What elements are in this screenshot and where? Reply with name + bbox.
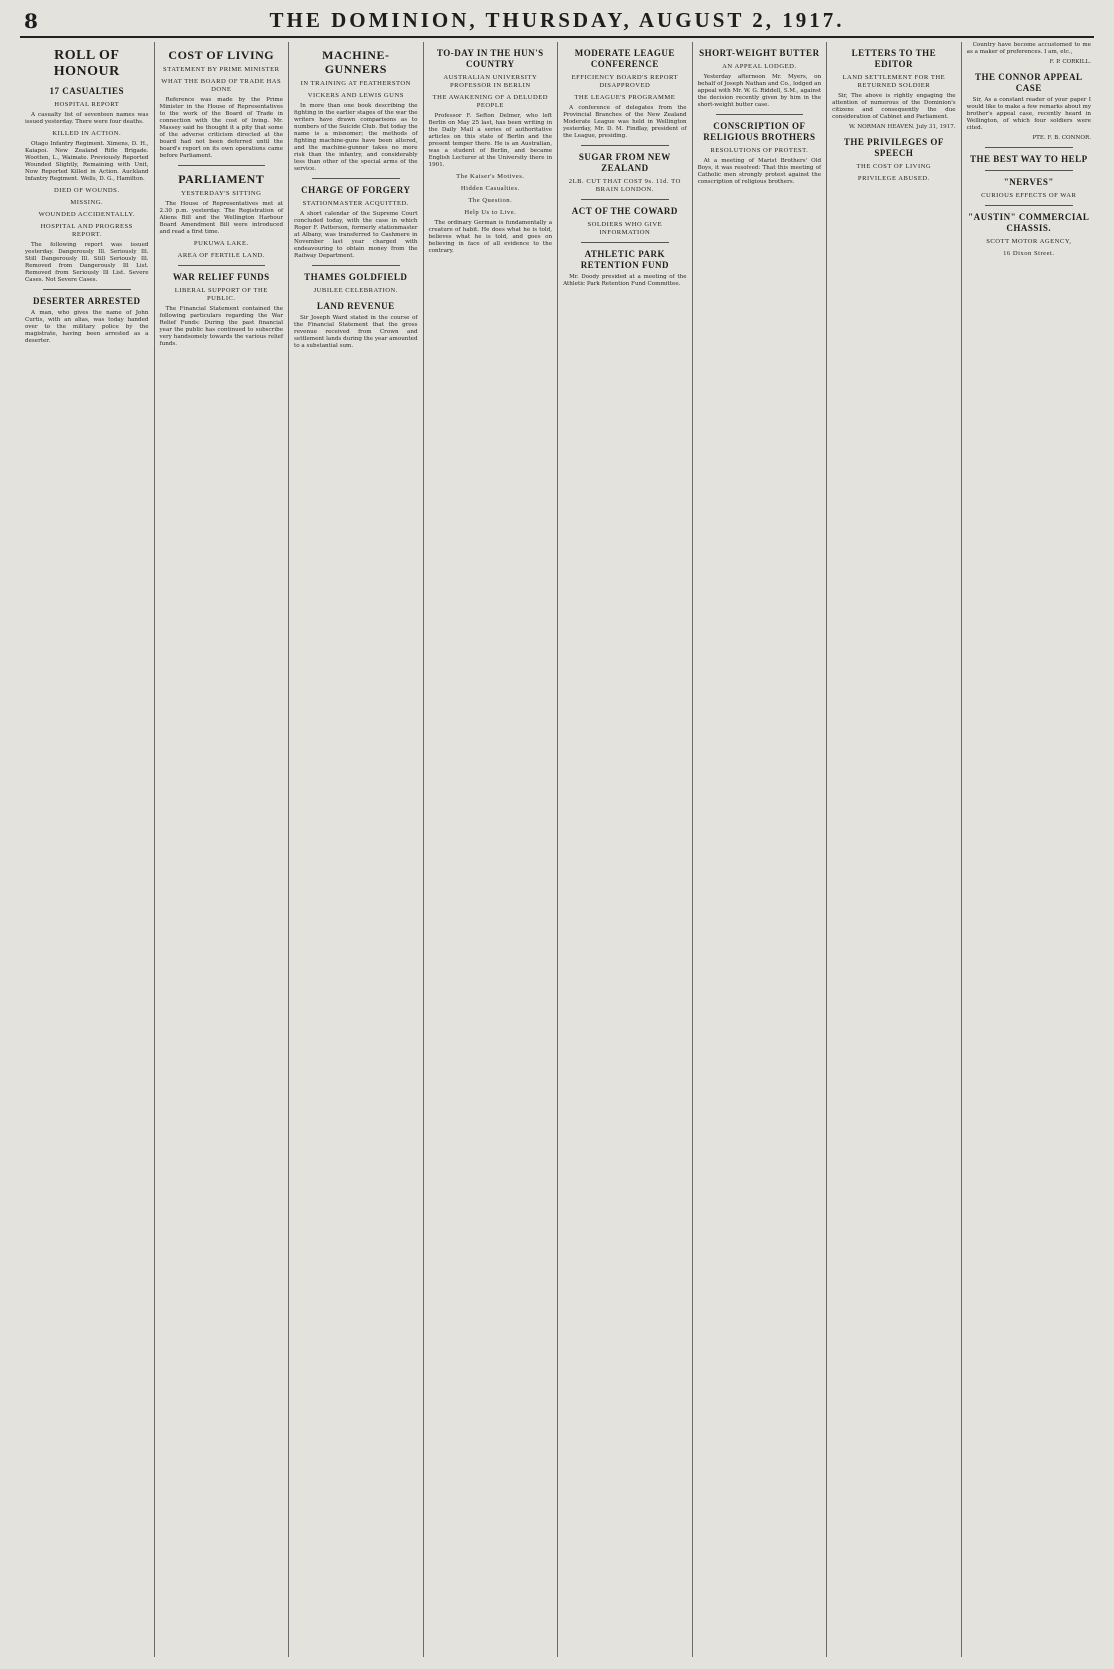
funds-body: The Financial Statement contained the following particulars regarding the War Relief Funds: During the past financial year the public has continued to subscribe very handsomely towards the various relief funds. (159, 306, 284, 347)
goldfield-heading: THAMES GOLDFIELD (304, 272, 408, 282)
letter-signature: W. NORMAN HEAVEN. July 31, 1917. (848, 124, 956, 130)
column-letters (827, 42, 962, 1657)
athletic-heading: ATHLETIC PARK RETENTION FUND (580, 249, 669, 270)
forgery-subheading: STATIONMASTER ACQUITTED. (302, 200, 409, 207)
letter-signature: F. P. CORKILL. (1049, 59, 1091, 65)
gunners-heading: MACHINE-GUNNERS (322, 48, 390, 76)
huns-subheading-2: THE AWAKENING OF A DELUDED PEOPLE (432, 94, 548, 109)
deserter-heading: DESERTER ARRESTED (33, 296, 141, 306)
divider (581, 145, 669, 146)
letters-heading: LETTERS TO THE EDITOR (851, 48, 937, 69)
roll-heading: ROLL OF HONOUR (53, 48, 120, 79)
divider (985, 205, 1073, 206)
forgery-body: A short calendar of the Supreme Court concluded today, with the case in which Roger F. Patterson, formerly stationmaster at Albany, was transferred to Cashmere in November last year charged with endeavouring to obtain money from the Railway Department. (294, 211, 418, 259)
question-heading: The Question. (468, 197, 513, 204)
divider (312, 265, 400, 266)
huns-body: Professor F. Sefton Delmer, who left Berlin on May 25 last, has been writing in the Daily Mail a series of authoritative articles on this state of Berlin and the present temper there. He is an Australian, was a student of Berlin, and became English Lecturer at the University there in 1901. (428, 113, 553, 168)
sugar-heading: SUGAR FROM NEW ZEALAND (578, 152, 671, 173)
newspaper-title: THE DOMINION, THURSDAY, AUGUST 2, 1917. (269, 8, 845, 32)
casualties-heading: 17 CASUALTIES (49, 86, 124, 96)
connor-body: Sir, As a constant reader of your paper I would like to make a few remarks about my brother's appeal case, recently heard in Wellington, of which four soldiers were cited. (966, 97, 1091, 131)
speech-heading: THE PRIVILEGES OF SPEECH (843, 137, 944, 158)
revenue-heading: LAND REVENUE (316, 301, 395, 311)
huns-body-2: The ordinary German is fundamentally a creature of habit. He does what he is told, believes what he is told, and goes on believing in face of all evidence to the contrary. (428, 220, 553, 254)
league-subheading: EFFICIENCY BOARD'S REPORT DISAPPROVED (571, 74, 679, 89)
lake-heading: PUKUWA LAKE. (193, 240, 249, 247)
conscription-heading: CONSCRIPTION OF RELIGIOUS BROTHERS (703, 121, 816, 142)
austin-heading: "AUSTIN" COMMERCIAL CHASSIS. (968, 212, 1090, 233)
forgery-heading: CHARGE OF FORGERY (301, 185, 411, 195)
hidden-heading: Hidden Casualties. (460, 185, 520, 192)
huns-subheading: AUSTRALIAN UNIVERSITY PROFESSOR IN BERLIN (443, 74, 538, 89)
column-connor-appeal (962, 42, 1096, 1657)
cost-heading: COST OF LIVING (168, 48, 275, 62)
killed-heading: KILLED IN ACTION. (52, 130, 122, 137)
lake-subheading: AREA OF FERTILE LAND. (177, 252, 265, 259)
gunners-body: In more than one book describing the fighting in the earlier stages of the war the writers have drawn comparisons as to numbers of the Suicide Club. But today the name is a misnomer; the methods of fighting machine-guns have been altered, and the machine-gunner takes no more risk than the infantry, and considerably less than other of the special arms of the service. (294, 103, 418, 172)
column-huns-country (424, 42, 559, 1657)
ad-address: 16 Dixon Street. (1003, 250, 1055, 257)
column-roll-of-honour (20, 42, 155, 1657)
cost-subheading-2: WHAT THE BOARD OF TRADE HAS DONE (161, 78, 282, 93)
deserter-body: A man, who gives the name of John Curtis, with an alias, was today handed over to the military police by the magistrate, having been arrested as a deserter. (25, 310, 149, 344)
divider (178, 165, 266, 166)
league-heading: MODERATE LEAGUE CONFERENCE (574, 48, 675, 69)
cost-subheading: STATEMENT BY PRIME MINISTER (163, 66, 280, 73)
letters-subheading: LAND SETTLEMENT FOR THE RETURNED SOLDIER (842, 74, 946, 89)
roll-body-2: The following report was issued yesterday. Dangerously Ill. Seriously Ill. Still Dangerously Ill. Still Seriously Ill. Removed from Dangerously Ill List. Removed from Seriously Ill List. Severe Cases. Not Severe Cases. (25, 242, 149, 283)
parliament-heading: PARLIAMENT (178, 172, 265, 186)
gunners-subheading: IN TRAINING AT FEATHERSTON (300, 80, 411, 87)
kaiser-heading: The Kaiser's Motives. (456, 173, 525, 180)
missing-heading: MISSING. (70, 199, 104, 206)
ad-name: SCOTT MOTOR AGENCY, (986, 238, 1072, 245)
roll-body-1: Otago Infantry Regiment. Ximens, D. H., Kaiapoi. New Zealand Rifle Brigade. Wootten, L., Waimate. Previously Reported Wounded Slightly, Remaining with Unit, Now Reported Killed in Action. Auckland Infantry Regiment. Wells, D. G., Hamilton. (25, 141, 149, 182)
column-machine-gunners (289, 42, 424, 1657)
butter-body: Yesterday afternoon Mr. Myers, on behalf of Joseph Nathan and Co., lodged an appeal with Mr. W. G. Riddell, S.M., against the decision recently given by him in the short-weight butter case. (697, 74, 822, 108)
funds-heading: WAR RELIEF FUNDS (172, 272, 270, 282)
parliament-subheading: YESTERDAY'S SITTING (181, 190, 262, 197)
divider (716, 114, 804, 115)
privilege-heading: PRIVILEGE ABUSED. (857, 175, 930, 182)
column-short-weight-butter (693, 42, 828, 1657)
connor-heading: THE CONNOR APPEAL CASE (975, 72, 1083, 93)
butter-heading: SHORT-WEIGHT BUTTER (699, 48, 820, 58)
butter-subheading: AN APPEAL LODGED. (722, 63, 797, 70)
divider (178, 265, 266, 266)
huns-heading: TO-DAY IN THE HUN'S COUNTRY (436, 48, 544, 69)
goldfield-subheading: JUBILEE CELEBRATION. (313, 287, 398, 294)
divider (43, 289, 131, 290)
column-cost-of-living (155, 42, 290, 1657)
parliament-body: The House of Representatives met at 2.30 p.m. yesterday. The Registration of Aliens Bill and the Wellington Harbour Board Amendment Bill were introduced and read a first time. (159, 201, 284, 235)
column-moderate-league (558, 42, 693, 1657)
divider (581, 242, 669, 243)
cost-body: Reference was made by the Prime Minister in the House of Representatives to the work of the Board of Trade in connection with the cost of living. Mr. Massey said he thought it a pity that some of the adverse criticism directed at the board had not been deferred until the board's report on its own operations came before Parliament. (159, 97, 284, 159)
roll-intro: A casualty list of seventeen names was issued yesterday. There were four deaths. (25, 112, 149, 125)
divider (581, 199, 669, 200)
columns (20, 42, 1096, 1657)
league-subheading-2: THE LEAGUE'S PROGRAMME (574, 94, 676, 101)
divider (985, 147, 1073, 148)
conscription-body: At a meeting of Marist Brothers' Old Boys, it was resolved: That this meeting of Catholic men strongly protest against the conscription of religious brothers. (697, 158, 822, 185)
conscription-subheading: RESOLUTIONS OF PROTEST. (710, 147, 809, 154)
help-heading: Help Us to Live. (464, 209, 517, 216)
page-number: 8 (24, 9, 38, 33)
funds-subheading: LIBERAL SUPPORT OF THE PUBLIC. (174, 287, 268, 302)
hospital-report-heading: HOSPITAL REPORT (54, 101, 120, 108)
died-heading: DIED OF WOUNDS. (54, 187, 120, 194)
athletic-body: Mr. Doody presided at a meeting of the Athletic Park Retention Fund Committee. (563, 274, 687, 287)
nerves-heading: "NERVES" (1003, 177, 1054, 187)
wounded-heading: WOUNDED ACCIDENTALLY. (38, 211, 135, 218)
letters-body: Sir, The above is rightly engaging the attention of numerous of the Dominion's citizens and consequently the due consideration of Cabinet and Parliament. (832, 93, 956, 120)
hospital-progress-heading: HOSPITAL AND PROGRESS REPORT. (40, 223, 133, 238)
coward-subheading: SOLDIERS WHO GIVE INFORMATION (587, 221, 663, 236)
gunners-subheading-2: VICKERS AND LEWIS GUNS (307, 92, 404, 99)
help-heading: THE BEST WAY TO HELP (969, 154, 1088, 164)
letter-close: Country have become accustomed to me as a maker of preferences. I am, etc., (966, 42, 1091, 55)
nerves-subheading: CURIOUS EFFECTS OF WAR (981, 192, 1077, 199)
divider (312, 178, 400, 179)
coward-heading: ACT OF THE COWARD (571, 206, 678, 216)
sugar-subheading: 2LB. CUT THAT COST 9s. 11d. TO BRAIN LONDON. (568, 178, 681, 193)
masthead (20, 6, 1094, 38)
letter-signature: PTE. F. B. CONNOR. (1032, 135, 1091, 141)
revenue-body: Sir Joseph Ward stated in the course of the Financial Statement that the gross revenue received from Crown and settlement lands during the year amounted to a substantial sum. (294, 315, 418, 349)
cost-letter-heading: THE COST OF LIVING (856, 163, 932, 170)
divider (985, 170, 1073, 171)
league-body: A conference of delegates from the Provincial Branches of the New Zealand Moderate League was held in Wellington yesterday, Mr. D. M. Findlay, president of the League, presiding. (563, 105, 687, 139)
